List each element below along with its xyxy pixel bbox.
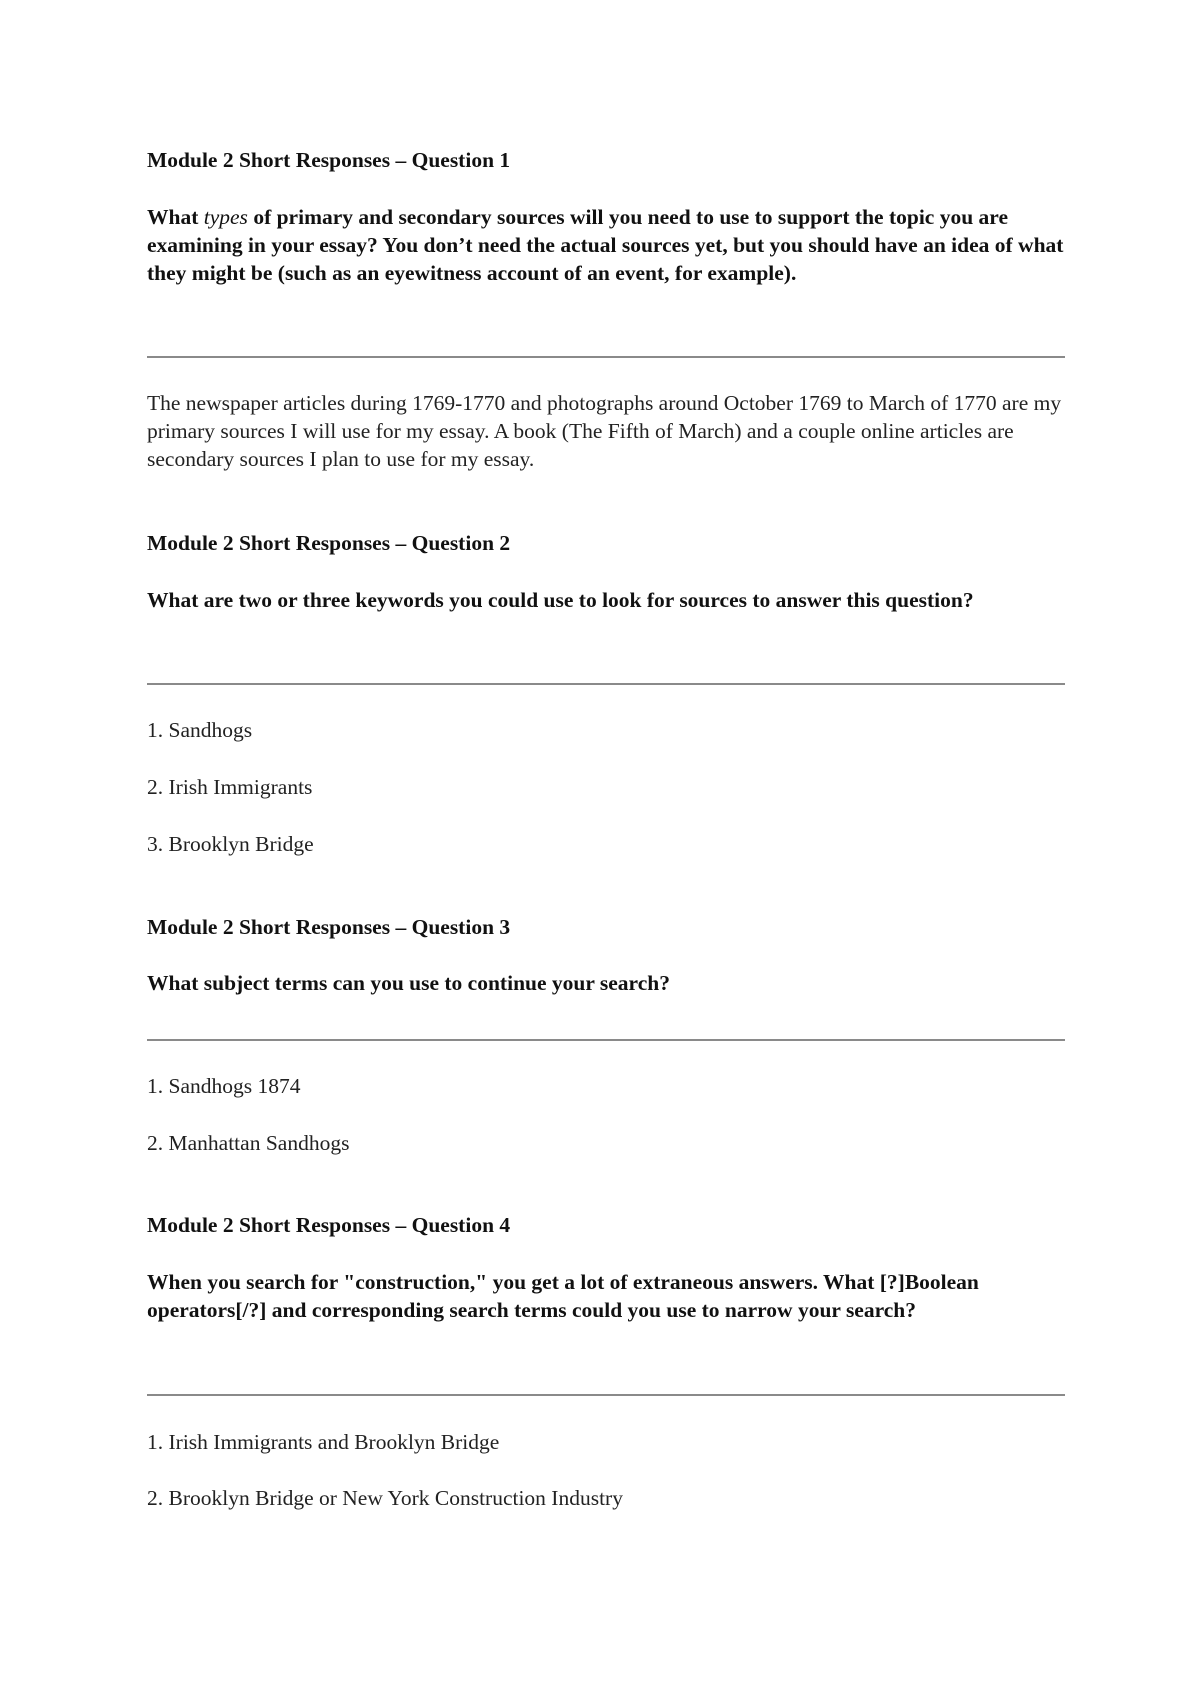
- question-1-prompt: [147, 203, 1067, 287]
- question-4-answer-item: 2. Brooklyn Bridge or New York Construction Industry: [147, 1486, 623, 1510]
- question-4-prompt: When you search for "construction," you get a lot of extraneous answers. What [?]Boolean operators[/?] and corresponding search terms could you use to narrow your search?: [147, 1270, 979, 1322]
- question-4-answer-item: 1. Irish Immigrants and Brooklyn Bridge: [147, 1430, 500, 1454]
- question-2-answer-item: 2. Irish Immigrants: [147, 775, 313, 799]
- question-2-prompt: What are two or three keywords you could use to look for sources to answer this question?: [147, 588, 974, 612]
- question-3-divider: [147, 1039, 1065, 1041]
- question-3-prompt: What subject terms can you use to continue your search?: [147, 971, 670, 995]
- question-1-divider: [147, 356, 1065, 358]
- question-2-answer-item: 3. Brooklyn Bridge: [147, 832, 314, 856]
- question-3-heading: Module 2 Short Responses – Question 3: [147, 915, 511, 939]
- question-2-answer-item: 1. Sandhogs: [147, 718, 253, 742]
- question-1-heading: Module 2 Short Responses – Question 1: [147, 148, 511, 172]
- question-4-divider: [147, 1394, 1065, 1396]
- question-1-answer: The newspaper articles during 1769-1770 and photographs around October 1769 to March of 1770 are my primary sources I will use for my essay. A book (The Fifth of March) and a couple online articles are secondary sources I plan to use for my essay.: [147, 391, 1062, 471]
- question-1-prompt-start: What: [147, 205, 204, 229]
- question-1-prompt-emphasis: types: [203, 205, 248, 229]
- question-3-answer-item: 1. Sandhogs 1874: [147, 1074, 301, 1098]
- question-4-heading: Module 2 Short Responses – Question 4: [147, 1213, 511, 1237]
- question-2-divider: [147, 683, 1065, 685]
- question-2-heading: Module 2 Short Responses – Question 2: [147, 531, 511, 555]
- question-3-answer-item: 2. Manhattan Sandhogs: [147, 1131, 350, 1155]
- question-1-prompt-end: of primary and secondary sources will you need to use to support the topic you are examining in your essay? You don’t need the actual sources yet, but you should have an idea of what they might be (such as an eyewitness account of an event, for example).: [147, 205, 1064, 285]
